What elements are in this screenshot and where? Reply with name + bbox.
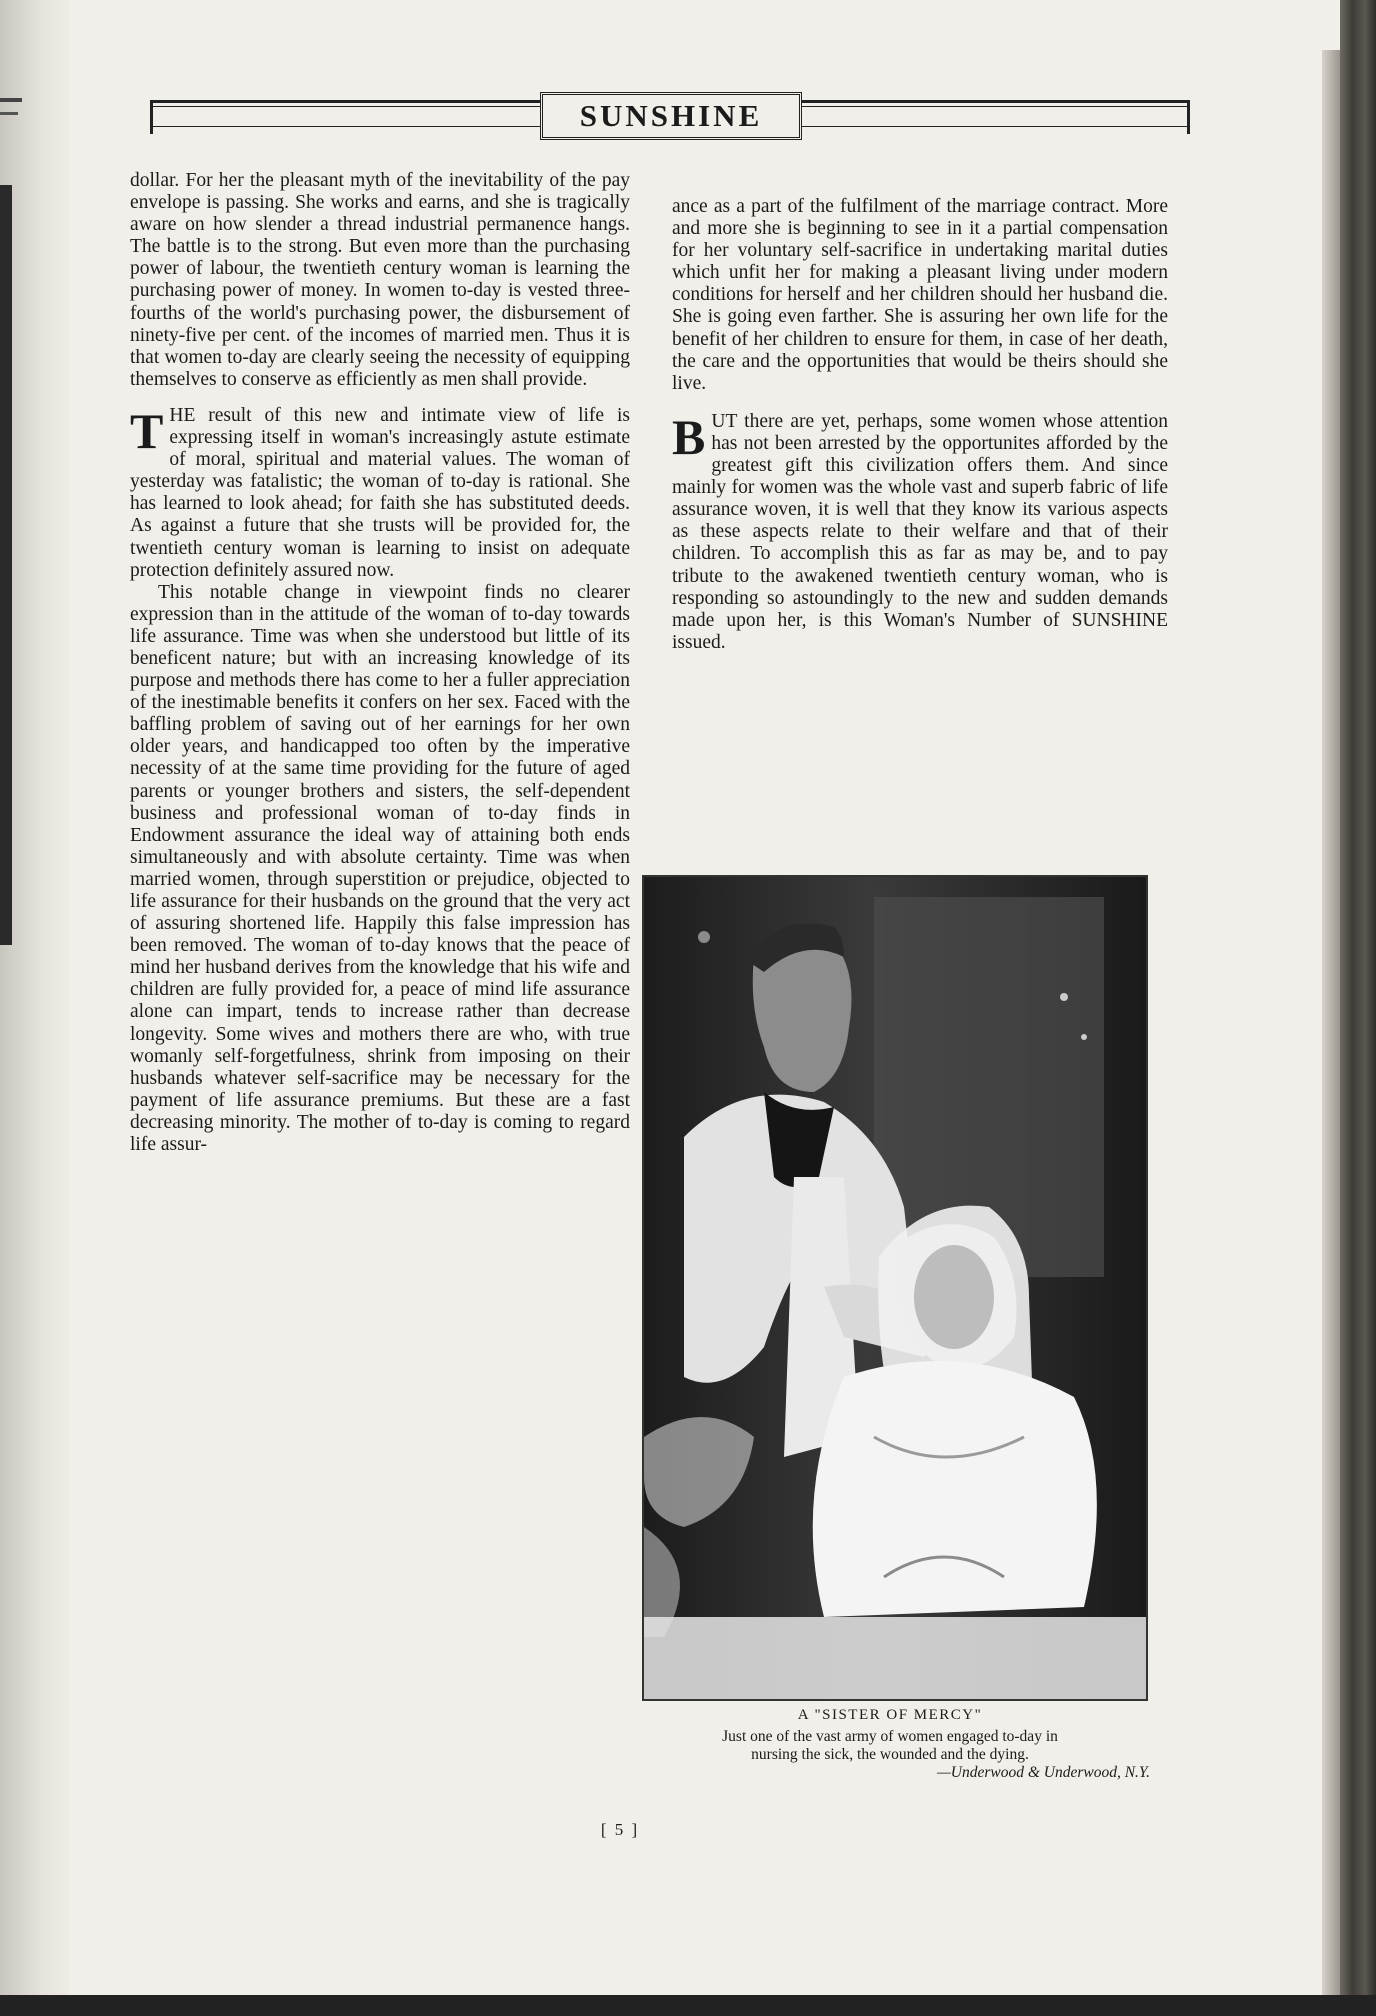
left-column — [130, 170, 630, 1156]
photo-credit: —Underwood & Underwood, N.Y. — [936, 1764, 1150, 1781]
paragraph: ance as a part of the fulfilment of the marriage contract. More and more she is beginning to see in it a partial compensation for her voluntary self-sacrifice in undertaking marital duties which unfit her for making a pleasant living under modern conditions for herself and her children should her husband die. She is going even farther. She is assuring her own life for the benefit of her children to ensure for them, in case of her death, the care and the opportunities that would be theirs should she live. — [672, 196, 1168, 394]
caption-title: A "SISTER OF MERCY" — [797, 1707, 983, 1723]
caption-line: Just one of the vast army of women engaged to-day in — [722, 1728, 1058, 1745]
masthead-rule — [150, 100, 545, 103]
drop-cap: B — [672, 408, 706, 465]
edge-mark — [0, 98, 22, 102]
page-stack — [1322, 50, 1340, 2016]
masthead-rule — [1187, 100, 1190, 134]
scan-border — [0, 1995, 1376, 2016]
publication-title: SUNSHINE — [540, 92, 802, 140]
paragraph: This notable change in viewpoint finds no clearer expression than in the attitude of the woman of to-day towards life assurance. Time was when she understood but little of its beneficent nature; but with an increasing knowledge of its purpose and methods there has come to her a fuller appreciation of the inestimable benefits it confers on her sex. Faced with the baffling problem of saving out of her earnings for her own older years, and handicapped too often by the imperative necessity of at the same time providing for the future of aged parents or younger brothers and sisters, the self-dependent business and professional woman of to-day finds in Endowment assurance the ideal way of attaining both ends simultaneously and with absolute certainty. Time was when married women, through superstition or prejudice, objected to life assurance for their husbands on the ground that the very act of assuring shortened life. Happily this false impression has been removed. The woman of to-day knows that the peace of mind her husband derives from the knowledge that his wife and children are fully provided for, a peace of mind life assurance alone can impart, tends to increase rather than decrease longevity. Some wives and mothers there are who, with true womanly self-forgetfulness, shrink from imposing on their husbands whatever self-sacrifice may be necessary for the payment of life assurance premiums. But these are a fast decreasing minority. The mother of to-day is coming to regard life assur- — [130, 581, 630, 1156]
paragraph-text: HE result of this new and intimate view of life is expressing itself in woman's increasingly astute estimate of moral, spiritual and material values. The woman of yesterday was fatalistic; the woman of to-day is rational. She has learned to look ahead; for faith she has substituted deeds. As against a future that she trusts will be provided for, the twentieth century woman is learning to insist on adequate protection definitely assured now. — [130, 404, 630, 581]
caption-line: nursing the sick, the wounded and the dying. — [751, 1746, 1029, 1763]
edge-bar — [0, 185, 12, 945]
masthead-rule — [791, 126, 1190, 127]
book-spine — [1340, 0, 1376, 2016]
masthead-rule — [150, 106, 545, 107]
photo-caption — [620, 1706, 1160, 1782]
page-number: [ 5 ] — [600, 1820, 640, 1839]
photo-illustration — [644, 877, 1146, 1699]
masthead-rule — [150, 100, 153, 134]
paragraph — [130, 402, 630, 582]
edge-mark — [0, 112, 18, 115]
drop-cap: T — [130, 402, 164, 459]
paragraph-text: UT there are yet, perhaps, some women whose attention has not been arrested by the opportunites afforded by the greatest gift this civilization offers them. And since mainly for women was the whole vast and superb fabric of life assurance woven, it is well that they know its various aspects as these aspects relate to their welfare and that of their children. To accomplish this as far as may be, and to pay tribute to the awakened twentieth century woman, who is responding so astoundingly to the new and sudden demands made upon her, is this Woman's Number of SUNSHINE issued. — [672, 410, 1168, 653]
facing-page-edge — [0, 0, 70, 2016]
paragraph — [672, 408, 1168, 654]
right-column — [672, 196, 1168, 654]
masthead — [150, 92, 1190, 134]
masthead-rule — [150, 126, 545, 127]
masthead-rule — [791, 106, 1190, 107]
paragraph: dollar. For her the pleasant myth of the inevitability of the pay envelope is passing. She works and earns, and she is tragically aware on how slender a thread industrial permanence hangs. The battle is to the strong. But even more than the purchasing power of labour, the twentieth century woman is learning the purchasing power of money. In women to-day is vested three-fourths of the world's purchasing power, the disbursement of ninety-five per cent. of the incomes of married men. Thus it is that women to-day are clearly seeing the necessity of equipping themselves to conserve as efficiently as men shall provide. — [130, 170, 630, 390]
masthead-rule — [791, 100, 1190, 103]
nurse-photograph — [642, 875, 1148, 1701]
